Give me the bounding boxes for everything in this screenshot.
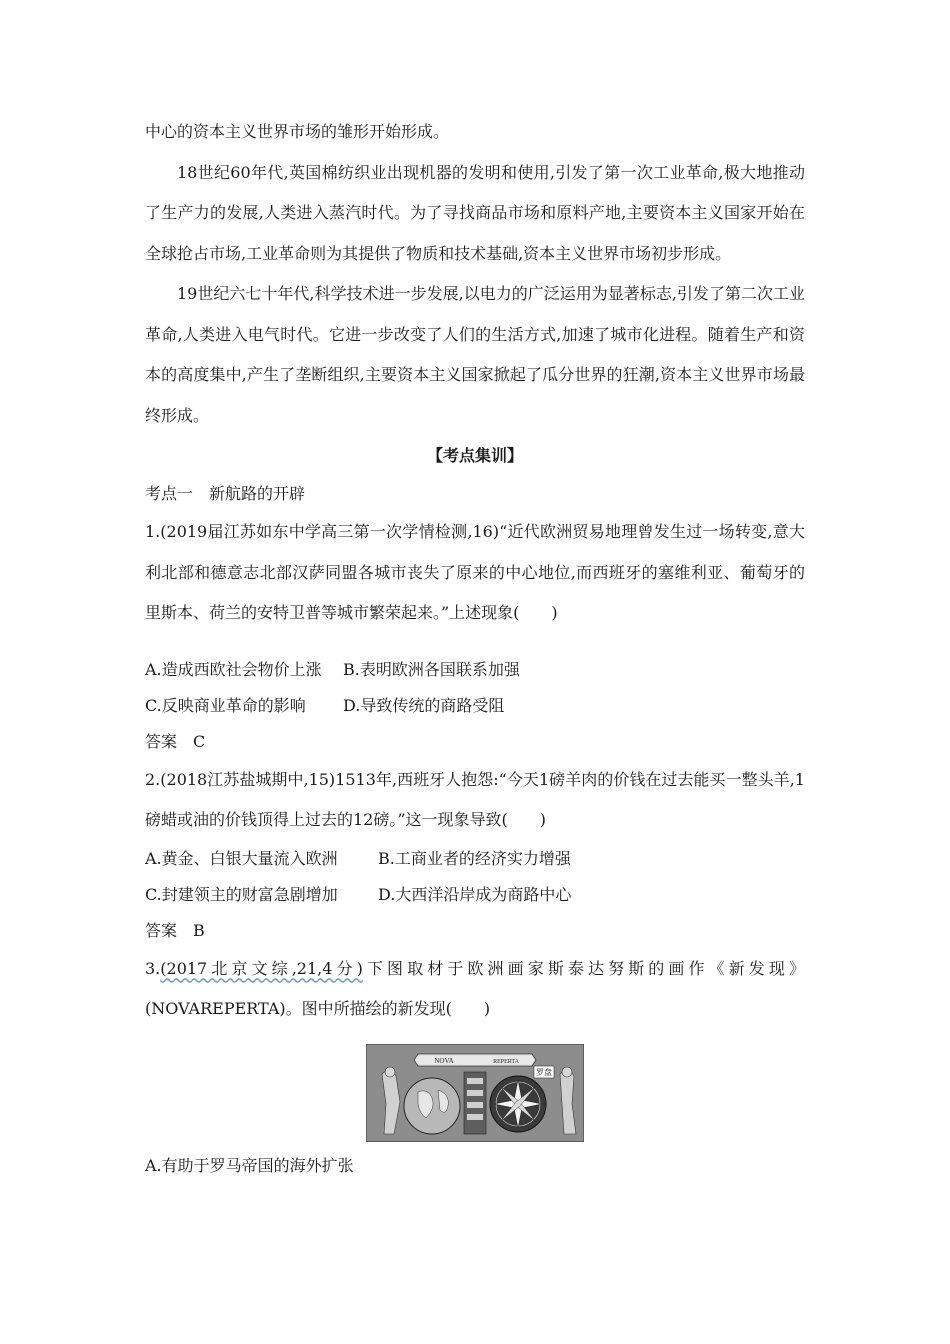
option-a: A.造成西欧社会物价上涨: [145, 659, 322, 679]
question-3-stem: [145, 949, 805, 1030]
paragraph-first-industrial-revolution: 18世纪60年代,英国棉纺织业出现机器的发明和使用,引发了第一次工业革命,极大地推动了生产力的发展,人类进入蒸汽时代。为了寻找商品市场和原料产地,主要资本主义国家开始在全球抢占市场,工业革命则为其提供了物质和技术基础,资本主义世界市场初步形成。: [145, 162, 805, 263]
page-content: [145, 112, 805, 1184]
question-3-text: 下图取材于欧洲画家斯泰达努斯的画作《新发现》(NOVAREPERTA)。图中所描绘的新发现( ): [145, 958, 805, 1018]
compass-label: 罗盘: [536, 1067, 552, 1077]
figure-container: [145, 1044, 805, 1142]
question-1-options-row-2: [145, 688, 805, 724]
question-1-answer: 答案 C: [145, 731, 206, 751]
option-c: C.反映商业革命的影响: [145, 695, 306, 715]
question-1-options-row-1: [145, 652, 805, 688]
question-2-answer: 答案 B: [145, 920, 205, 940]
option-b: B.工商业者的经济实力增强: [378, 848, 571, 868]
question-2: [145, 760, 805, 949]
question-2-options-row-1: [145, 841, 805, 877]
question-1-stem: 1.(2019届江苏如东中学高三第一次学情检测,16)“近代欧洲贸易地理曾发生过一场转变,意大利北部和德意志北部汉萨同盟各城市丧失了原来的中心地位,而西班牙的塞维利亚、葡萄牙的里斯本、荷兰的安特卫普等城市繁荣起来。”上述现象( ): [145, 522, 805, 622]
nova-reperta-engraving: [366, 1044, 584, 1142]
option-b: B.表明欧洲各国联系加强: [343, 659, 520, 679]
question-1: [145, 512, 805, 760]
question-3-option-a: A.有助于罗马帝国的海外扩张: [145, 1155, 354, 1175]
banner-right-text: REPERTA: [493, 1058, 519, 1065]
banner-left-text: NOVA: [434, 1056, 454, 1065]
option-d: D.导致传统的商路受阻: [343, 695, 505, 715]
question-3-source: (2017北京文综,21,4分): [160, 958, 363, 978]
paragraph-intro-end: 中心的资本主义世界市场的雏形开始形成。: [145, 122, 450, 141]
section-title: 【考点集训】: [426, 446, 523, 465]
question-2-options-row-2: [145, 877, 805, 913]
topic-heading: 考点一 新航路的开辟: [145, 484, 306, 503]
paragraph-second-industrial-revolution: 19世纪六七十年代,科学技术进一步发展,以电力的广泛运用为显著标志,引发了第二次工业革命,人类进入电气时代。它进一步改变了人们的生活方式,加速了城市化进程。随着生产和资本的高度集中,产生了垄断组织,主要资本主义国家掀起了瓜分世界的狂潮,资本主义世界市场最终形成。: [145, 284, 805, 425]
question-2-stem: 2.(2018江苏盐城期中,15)1513年,西班牙人抱怨:“今天1磅羊肉的价钱在过去能买一整头羊,1磅蜡或油的价钱顶得上过去的12磅。”这一现象导致( ): [145, 769, 805, 829]
option-d: D.大西洋沿岸成为商路中心: [378, 884, 572, 904]
question-3: [145, 949, 805, 1184]
question-3-number: 3.: [145, 958, 161, 978]
option-a: A.黄金、白银大量流入欧洲: [145, 848, 338, 868]
option-c: C.封建领主的财富急剧增加: [145, 884, 338, 904]
